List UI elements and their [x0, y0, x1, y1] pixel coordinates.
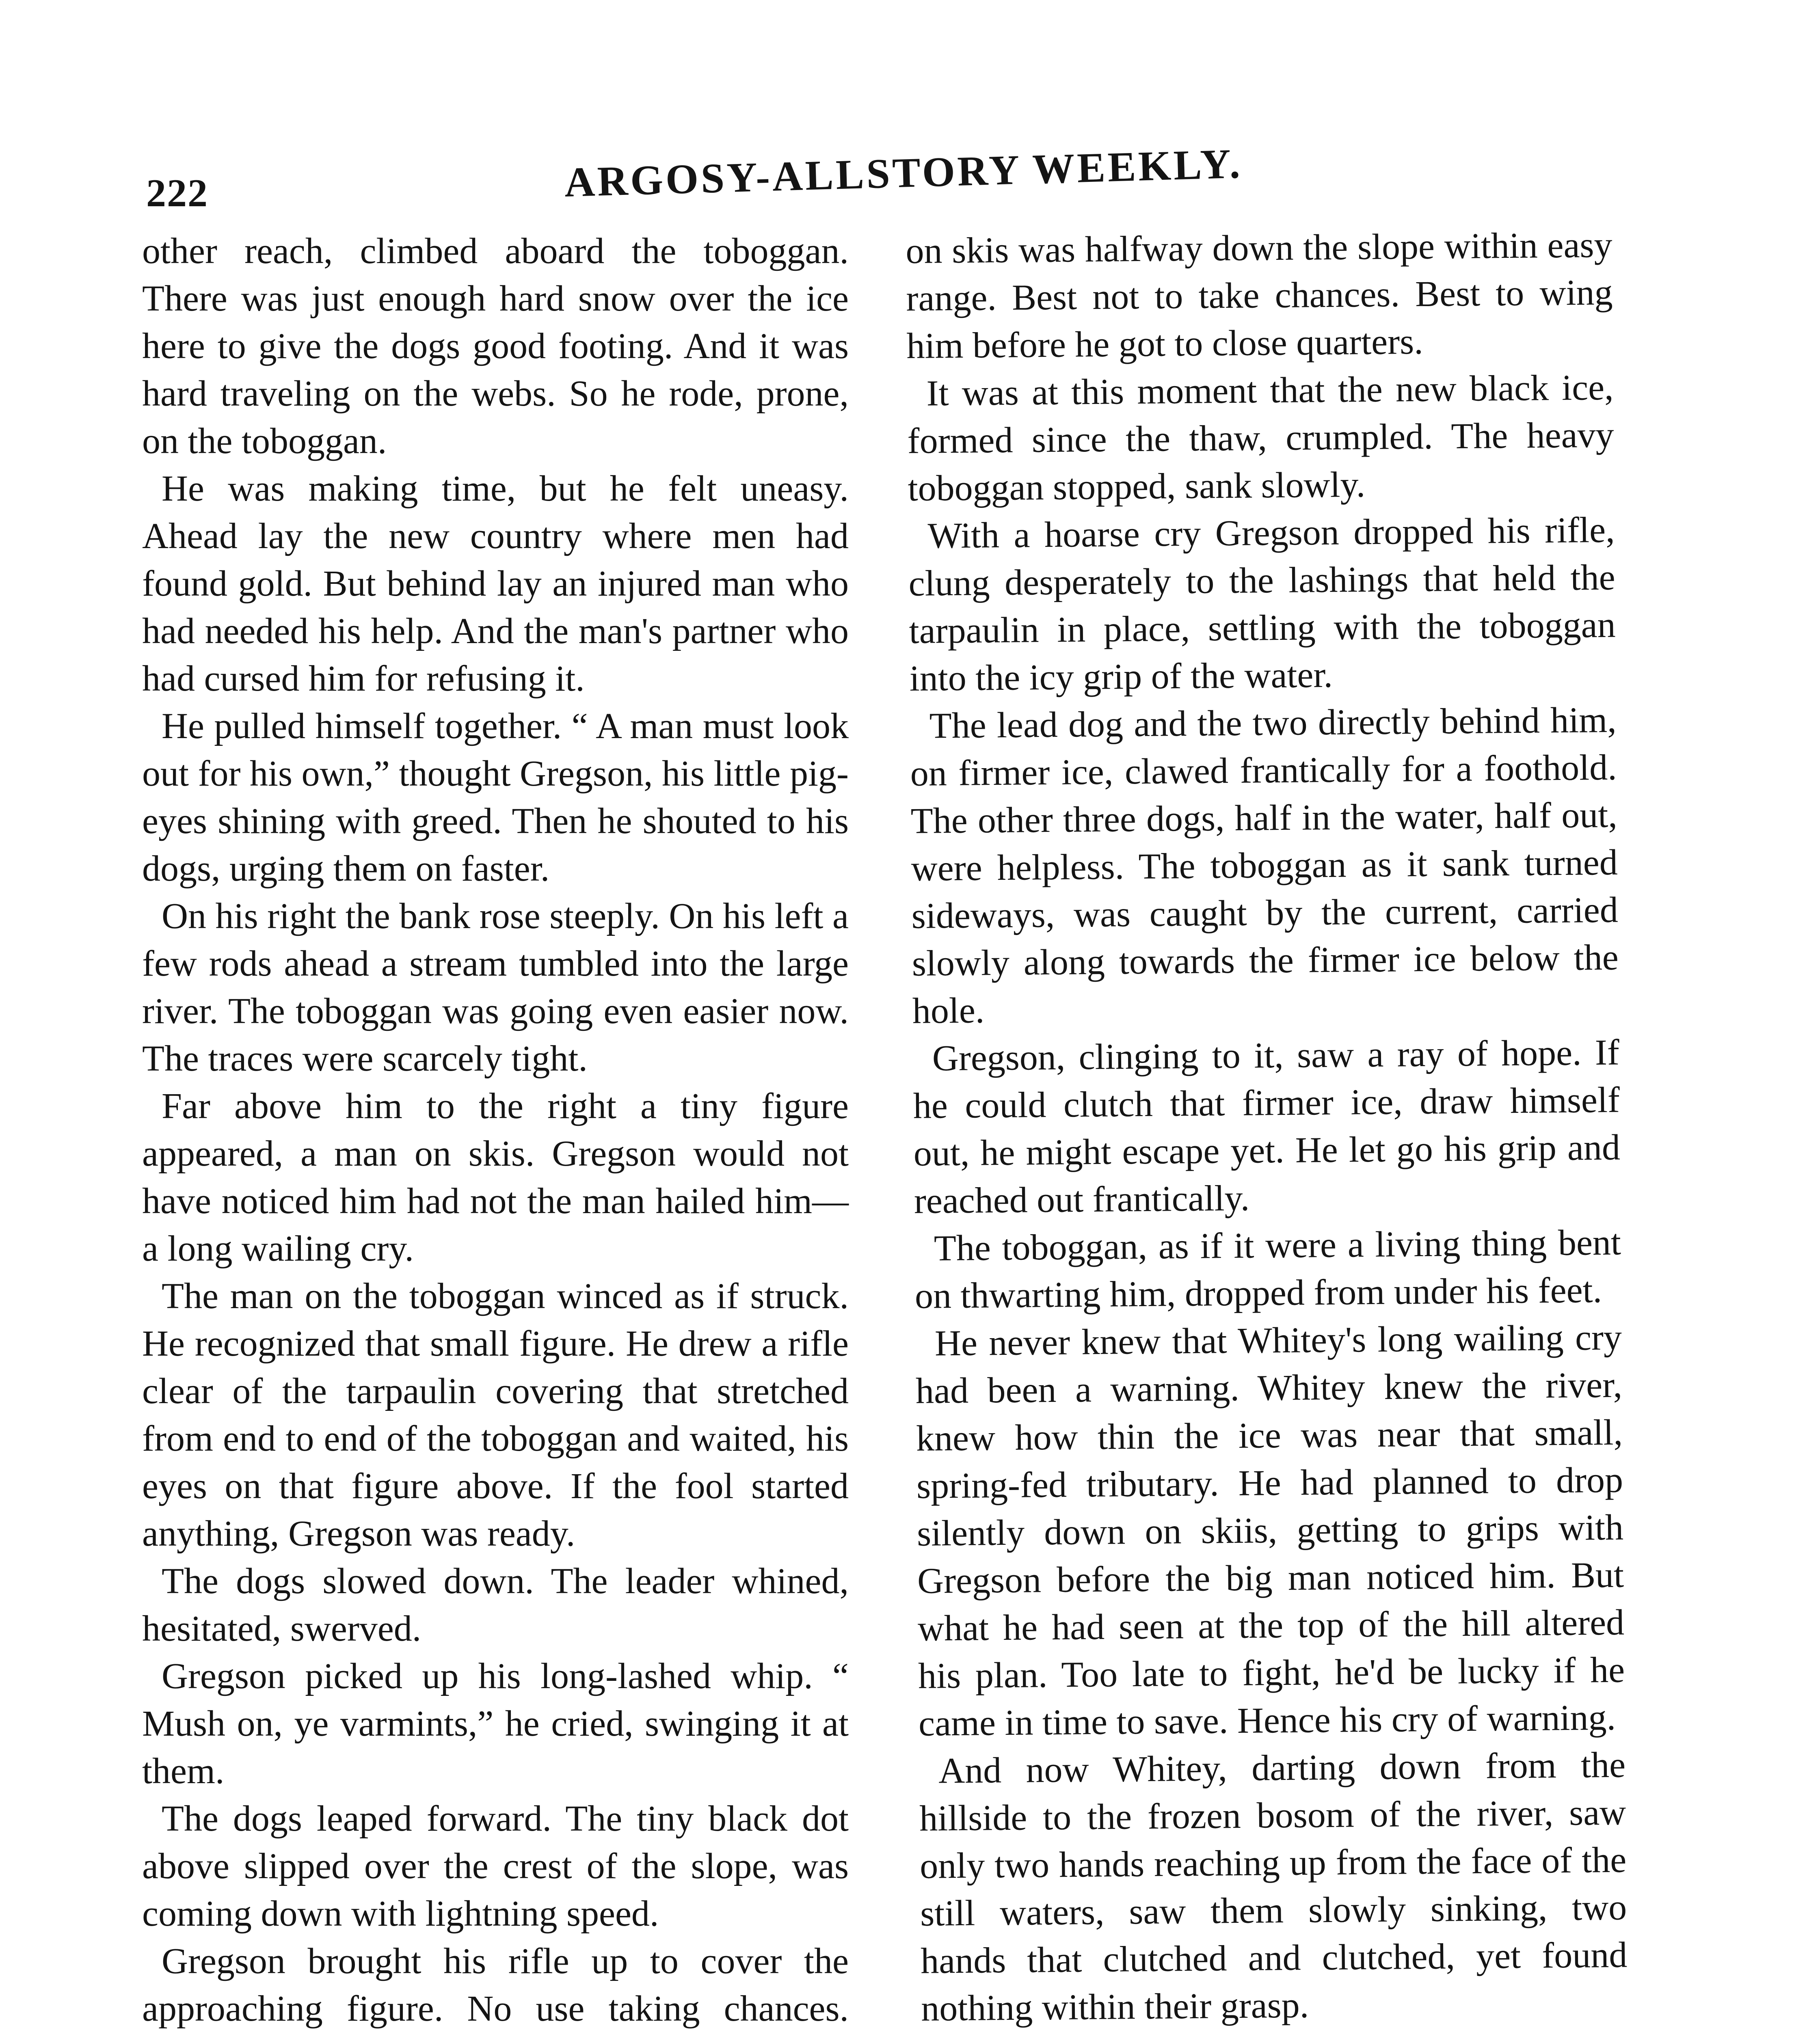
paragraph: Gregson brought his rifle up to cover the approaching figure. No use taking chances.	[142, 1941, 849, 2029]
paragraph: Far above him to the right a tiny figure appeared, a man on skis. Gregson would not have noticed him had not the man hailed him—a long wailing cry.	[142, 1086, 849, 1269]
right-column	[906, 221, 1633, 2030]
page-number: 222	[146, 171, 208, 215]
paragraph: And now Whitey, darting down from the hillside to the frozen bosom of the river, saw only two hands reaching up from the face of the still waters, saw them slowly sinking, two hands that clutched and clutched, yet found nothing within their grasp.	[919, 1745, 1628, 2029]
running-head: ARGOSY-ALLSTORY WEEKLY.	[564, 140, 1243, 206]
text-columns	[142, 225, 1628, 2030]
left-column	[142, 227, 849, 2030]
paragraph: The lead dog and the two directly behind him, on firmer ice, clawed frantically for a foothold. The other three dogs, half in the water, half out, were helpless. The toboggan as it sank turned sideways, was caught by the current, carried slowly along towards the firmer ice below the hole.	[910, 700, 1619, 1031]
paragraph: The dogs slowed down. The leader whined, hesitated, swerved.	[142, 1561, 849, 1649]
paragraph: With a hoarse cry Gregson dropped his rifle, clung desperately to the lashings that held the tarpaulin in place, settling with the toboggan into the icy grip of the water.	[908, 510, 1616, 699]
paragraph: Gregson, clinging to it, saw a ray of hope. If he could clutch that firmer ice, draw himself out, he might escape yet. He let go his grip and reached out frantically.	[913, 1032, 1621, 1221]
paragraph: on skis was halfway down the slope within easy range. Best not to take chances. Best to wing him before he got to close quarters.	[906, 225, 1613, 366]
paragraph: other reach, climbed aboard the toboggan. There was just enough hard snow over the ice here to give the dogs good footing. And it was hard traveling on the webs. So he rode, prone, on the toboggan.	[142, 231, 849, 461]
paragraph: He pulled himself together. “ A man must look out for his own,” thought Gregson, his little pig-eyes shining with greed. Then he shouted to his dogs, urging them on faster.	[142, 706, 849, 889]
page-header	[0, 134, 1820, 223]
paragraph: The dogs leaped forward. The tiny black dot above slipped over the crest of the slope, was coming down with lightning speed.	[142, 1799, 849, 1934]
paragraph: On his right the bank rose steeply. On his left a few rods ahead a stream tumbled into the large river. The toboggan was going even easier now. The traces were scarcely tight.	[142, 896, 849, 1079]
paragraph: Gregson picked up his long-lashed whip. “ Mush on, ye varmints,” he cried, swinging it at them.	[142, 1656, 849, 1791]
paragraph: He was making time, but he felt uneasy. Ahead lay the new country where men had found gold. But behind lay an injured man who had needed his help. And the man's partner who had cursed him for refusing it.	[142, 469, 849, 699]
paragraph: He never knew that Whitey's long wailing cry had been a warning. Whitey knew the river, knew how thin the ice was near that small, spring-fed tributary. He had planned to drop silently down on skiis, getting to grips with Gregson before the big man noticed him. But what he had seen at the top of the hill altered his plan. Too late to fight, he'd be lucky if he came in time to save. Hence his cry of warning.	[915, 1317, 1625, 1744]
paragraph: The man on the toboggan winced as if struck. He recognized that small figure. He drew a rifle clear of the tarpaulin covering that stretched from end to end of the toboggan and waited, his eyes on that figure above. If the fool started anything, Gregson was ready.	[142, 1276, 849, 1554]
paragraph: The toboggan, as if it were a living thing bent on thwarting him, dropped from under his feet.	[914, 1222, 1621, 1316]
paragraph: It was at this moment that the new black ice, formed since the thaw, crumpled. The heavy toboggan stopped, sank slowly.	[907, 367, 1614, 509]
